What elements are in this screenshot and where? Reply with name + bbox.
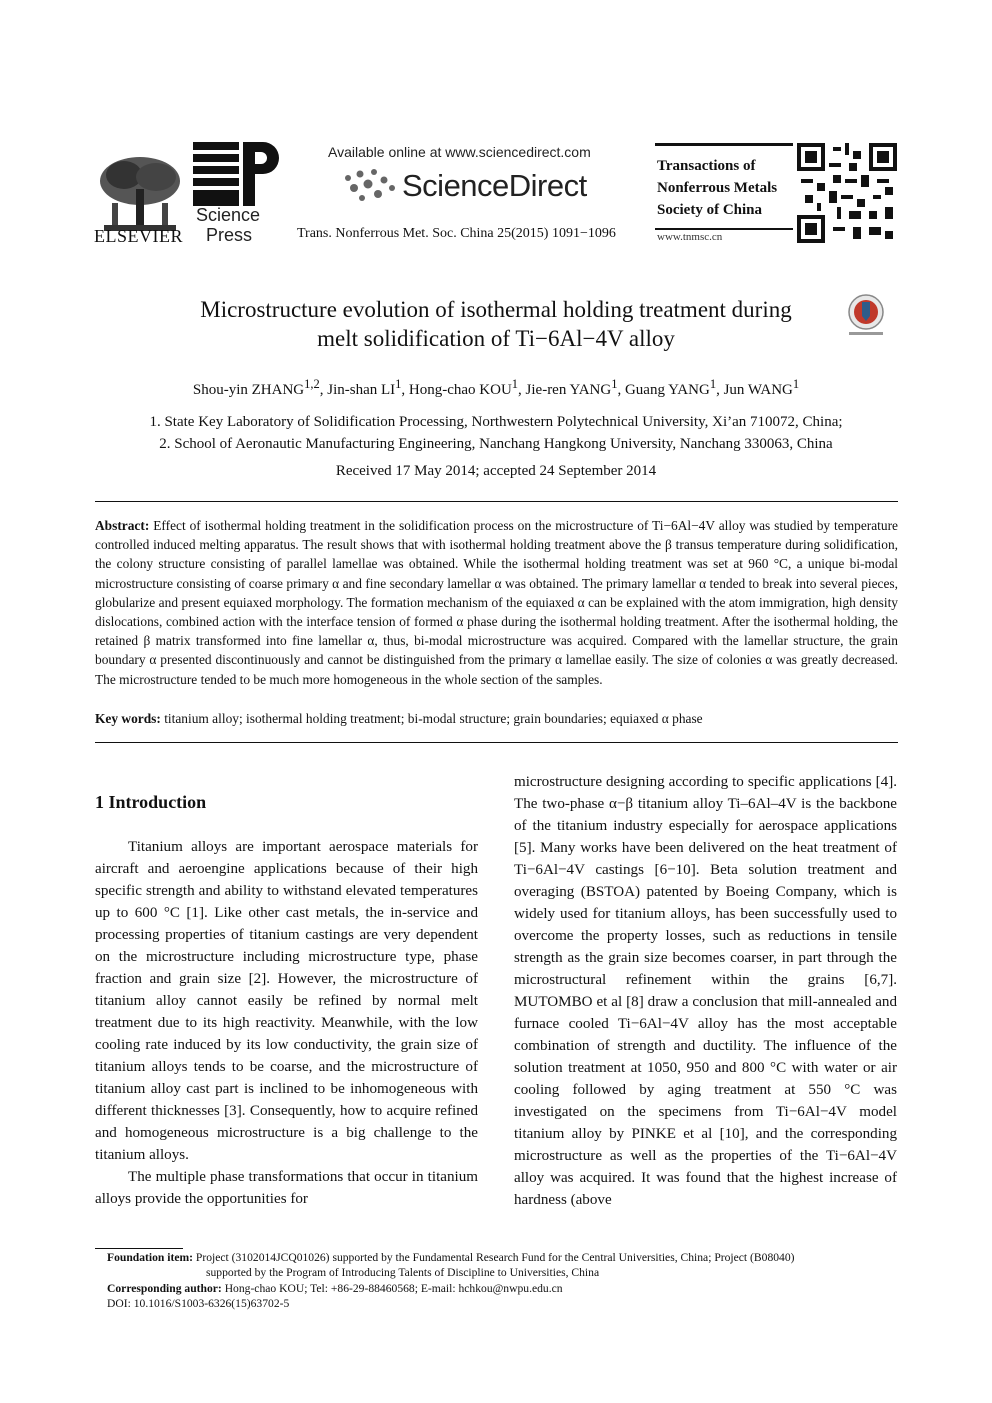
keywords-label: Key words: [95,711,161,726]
foundation-text-1: Project (3102014JCQ01026) supported by the Fundamental Research Fund for the Central Universities, China; Project (B08040) [195,1251,795,1264]
corresponding-label: Corresponding author: [107,1282,222,1295]
affiliation-2: 2. School of Aeronautic Manufacturing Engineering, Nanchang Hangkong University, Nanchang 330063, China [159,436,833,452]
science-press-line2: Press [206,225,253,245]
body-column-left [95,836,478,1210]
abstract-text: Effect of isothermal holding treatment in the solidification process on the microstructure of Ti−6Al−4V alloy was studied by temperature controlled induced melting apparatus. The result shows that with isothermal holding treatment above the β transus temperature during solidification, the colony structure consisting of parallel lamellae was obtained. While the isothermal holding treatment was set at 960 °C, a unique bi-modal microstructure consisting of coarse primary α and fine secondary lamellar α was obtained. The primary lamellar α tended to break into several pieces, globularize and present equiaxed morphology. The formation mechanism of the equiaxed α can be explained with the atom immigration, high density dislocations, combined action with the interface tension of formed α phase during the isothermal holding treatment. After the isothermal holding, the retained β matrix transformed into fine lamellar α, thus, bi-modal microstructure was acquired. Compared with the lamellar structure, the grain boundary α presented discontinuously and cannot be distinguished from the primary α lamellae easily. The size of colonies α was greatly decreased. The microstructure tended to be much more homogeneous in the whole section of the samples. [95,518,898,687]
corresponding-author [107,1281,897,1296]
intro-paragraph-1: Titanium alloys are important aerospace materials for aircraft and aeroengine applications because of their high specific strength and ability to withstand elevated temperatures up to 600 °C [1]. Like other cast metals, the in-service and processing properties of titanium castings are very dependent on the microstructure including microstructure type, phase fraction and grain size [2]. However, the microstructure of titanium alloy cannot easily be refined by normal melt treatment due to its high reactivity. Meanwhile, with the low cooling rate induced by its low conductivity, the grain size of titanium alloys tends to be coarse, and the microstructure of titanium alloy cast part is inclined to be inhomogeneous with different thicknesses [3]. Consequently, how to acquire refined and homogeneous microstructure is a big challenge to the titanium alloys. [95,839,478,1163]
science-press-line1: Science [196,205,261,225]
abstract [95,516,898,689]
sciencedirect-wordmark: ScienceDirect [402,168,587,203]
foundation-item [107,1250,897,1280]
body-column-right [514,771,897,1211]
science-press-wordmark [196,205,260,245]
section-heading-introduction: 1 Introduction [95,792,207,812]
abstract-top-rule [95,501,898,502]
intro-paragraph-2-continued: microstructure designing according to specific applications [4]. The two-phase α−β titanium alloy Ti–6Al–4V is the backbone of the titanium industry especially for aerospace applications [5]. Many works have been delivered on the heat treatment of Ti−6Al−4V castings [6−10]. Beta solution treatment and overaging (BSTOA) patented by Boeing Company, which is widely used for titanium alloys, has been successfully used to overcome the property losses, such as reductions in tensile strength as the grain size becomes coarser, in part through the microstructural refinement within the grains [6,7]. MUTOMBO et al [8] draw a conclusion that mill-annealed and furnace cooled Ti−6Al−4V alloy has the most acceptable combination of strength and ductility. The influence of the solution treatment at 1050, 950 and 800 °C with water or air cooling followed by aging treatment at 550 °C was investigated on the specimens from Ti−6Al−4V model titanium alloy by PINKE et al [10], and the corresponding microstructure as well as the properties of the Ti−6Al−4V alloy was acquired. It was found that the highest increase of hardness (above [514,774,897,1208]
sciencedirect-dots-icon [340,168,400,204]
journal-title-line1: Transactions of [657,158,756,174]
affiliation-1: 1. State Key Laboratory of Solidification Processing, Northwestern Polytechnical University, Xi’an 710072, China; [149,414,843,430]
paper-title-line1: Microstructure evolution of isothermal holding treatment during [200,297,792,322]
intro-paragraph-2: The multiple phase transformations that occur in titanium alloys provide the opportunities for [95,1169,478,1207]
elsevier-wordmark: ELSEVIER [94,226,183,246]
journal-url: www.tnmsc.cn [657,231,723,243]
journal-title [657,155,777,221]
keywords [95,709,898,728]
paper-title [150,295,842,353]
journal-title-line3: Society of China [657,202,762,218]
affiliations [0,411,992,455]
foundation-label: Foundation item: [107,1251,193,1264]
keywords-text: titanium alloy; isothermal holding treatment; bi-modal structure; grain boundaries; equiaxed α phase [164,711,703,726]
author-list: Shou-yin ZHANG$^{1,2}$, Jin-shan $LI^1$, Hong-chao KOU$^1$, Jie-ren YANG$^1$, Guang YANG$^1$, Jun WANG$^1$ [192,377,800,398]
foundation-text-2: supported by the Program of Introducing Talents of Discipline to Universities, China [206,1266,600,1279]
journal-title-line2: Nonferrous Metals [657,180,778,196]
science-press-logo [193,142,279,206]
received-dates: Received 17 May 2014; accepted 24 September 2014 [335,463,657,479]
doi: DOI: 10.1016/S1003-6326(15)63702-5 [107,1297,290,1310]
corresponding-text: Hong-chao KOU; Tel: +86-29-88460568; E-mail: hchkou@nwpu.edu.cn [224,1282,563,1295]
journal-reference: Trans. Nonferrous Met. Soc. China 25(2015) 1091−1096 [297,226,616,241]
abstract-label: Abstract: [95,518,150,533]
abstract-bottom-rule [95,742,898,743]
crossmark-icon[interactable] [843,292,889,338]
available-online-text: Available online at www.sciencedirect.com [328,144,591,160]
paper-title-line2: melt solidification of Ti−6Al−4V alloy [317,326,675,351]
footnote-rule [95,1248,183,1249]
qr-code-icon [797,143,897,243]
